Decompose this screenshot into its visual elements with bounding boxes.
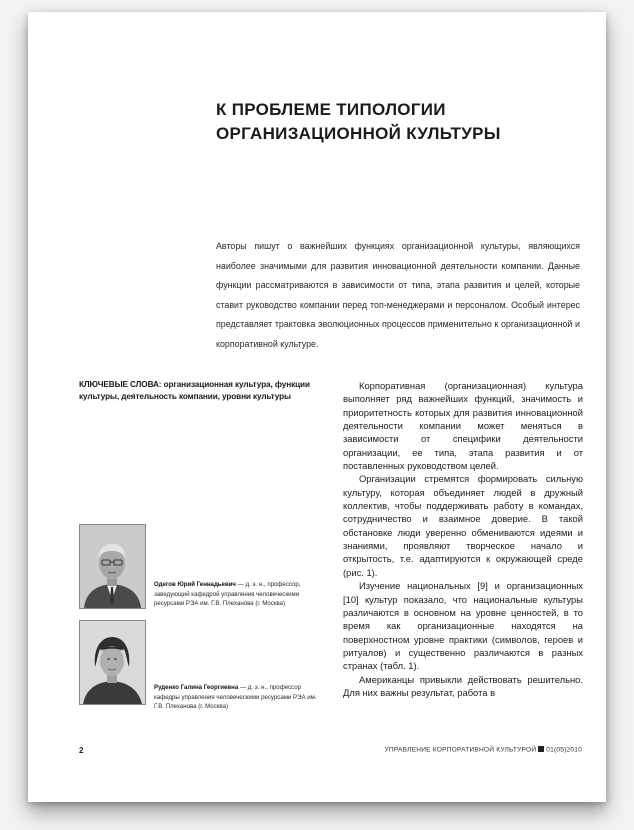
author-name: Одегов Юрий Геннадьевич <box>154 581 236 588</box>
journal-footer <box>385 746 582 754</box>
article-body <box>343 379 583 699</box>
keywords: КЛЮЧЕВЫЕ СЛОВА: организационная культура, функции культуры, деятельность компании, уровни культуры <box>79 380 310 401</box>
author-name: Руденко Галина Георгиевна <box>154 684 239 691</box>
author-photo-rudenko <box>79 620 146 705</box>
journal-page <box>28 12 606 802</box>
article-title <box>216 98 576 146</box>
square-bullet-icon <box>538 746 544 752</box>
journal-issue: 01(05)2010 <box>546 746 582 754</box>
author-bio-odegov <box>154 580 322 609</box>
article-title-line-2: ОРГАНИЗАЦИОННОЙ КУЛЬТУРЫ <box>216 124 501 143</box>
author-bio-rudenko <box>154 683 322 712</box>
abstract: Авторы пишут о важнейших функциях организационной культуры, являющихся наиболее значимыми для развития инновационной деятельности компании. Данные функции рассматриваются в зависимости от типа, этапа развития и целей, которые ставит руководство компании перед топ-менеджерами и персоналом. Особый интерес представляет трактовка эволюционных процессов применительно к организационной и корпоративной культуре. <box>216 241 580 349</box>
author-photo-odegov <box>79 524 146 609</box>
body-paragraph: Американцы привыкли действовать решительно. Для них важны результат, работа в <box>343 673 583 698</box>
body-paragraph: Организации стремятся формировать сильную культуру, которая объединяет людей в дружный коллектив, чтобы поддерживать работу в командах, сотрудничество и взаимное доверие. В такой обстановке люди уверенно обмениваются идеями и знаниями, проявляют творческое начало и открытость, т.е. адаптируются к окружающей среде (рис. 1). <box>343 473 583 578</box>
body-paragraph: Изучение национальных [9] и организационных [10] культур показало, что национальные культуры различаются в основном на уровне ценностей, в то время как организационные находятся на поверхностном уровне практики (символов, героев и ритуалов) и существенно различаются в разных странах (табл. 1). <box>343 580 583 672</box>
author-description: — д. э. н., профессор кафедры управления человеческими ресурсами РЭА им. Г.В. Плеханова (г. Москва) <box>154 684 317 711</box>
page-number: 2 <box>79 746 84 755</box>
author-description: — д. э. н., профессор, заведующий кафедрой управления человеческими ресурсами РЭА им. Г.В. Плеханова (г. Москва) <box>154 581 301 608</box>
body-paragraph: Корпоративная (организационная) культура выполняет ряд важнейших функций, значимость и приоритетность которых для развития инновационной деятельности компании может меняться в зависимости от специфики деятельности организации, ее типа, этапа развития и от поставленных руководством целей. <box>343 380 583 472</box>
article-title-line-1: К ПРОБЛЕМЕ ТИПОЛОГИИ <box>216 100 446 119</box>
journal-name: УПРАВЛЕНИЕ КОРПОРАТИВНОЙ КУЛЬТУРОЙ <box>384 746 537 754</box>
